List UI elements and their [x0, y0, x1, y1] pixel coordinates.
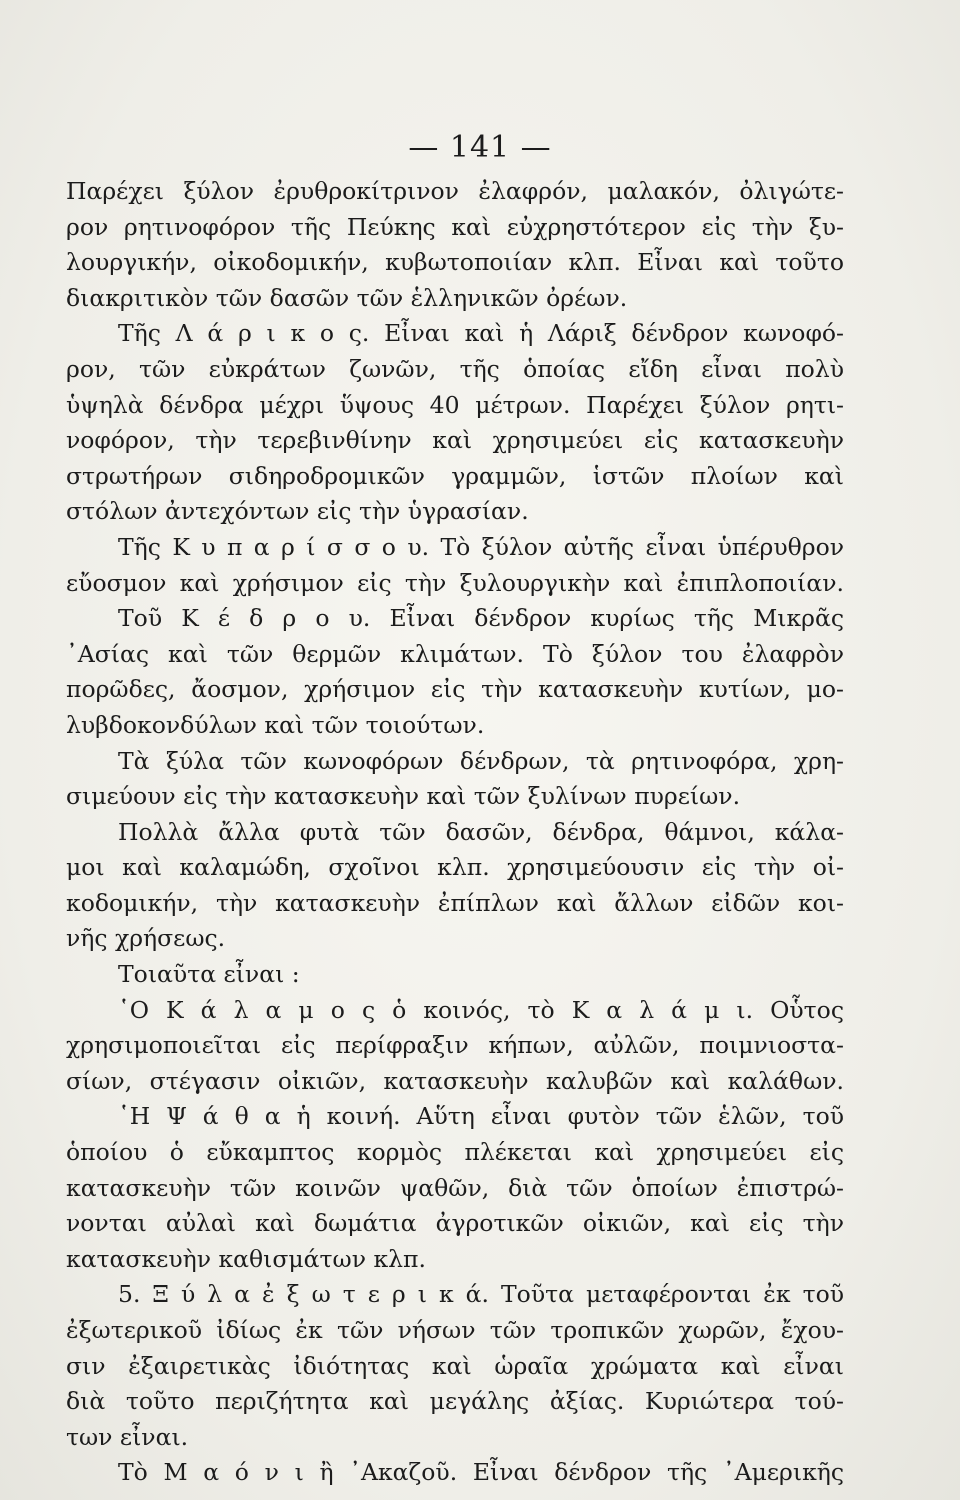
text-line: κατασκευὴν τῶν κοινῶν ψαθῶν, διὰ τῶν ὁποίων ἐπιστρώ- [66, 1173, 844, 1202]
text-line: ὑψηλὰ δένδρα μέχρι ὕψους 40 μέτρων. Παρέχει ξύλον ρητι- [66, 390, 844, 419]
text-line: ῾Η Ψ ά θ α ἡ κοινή. Αὕτη εἶναι φυτὸν τῶν ἑλῶν, τοῦ [118, 1102, 844, 1131]
text-line: ρον ρητινοφόρον τῆς Πεύκης καὶ εὐχρηστότερον εἰς τὴν ξυ- [66, 212, 844, 241]
text-line: λουργικήν, οἰκοδομικήν, κυβωτοποιίαν κλπ. Εἶναι καὶ τοῦτο [66, 248, 844, 277]
text-line: νῆς χρήσεως. [66, 924, 226, 953]
text-line: πορῶδες, ἄοσμον, χρήσιμον εἰς τὴν κατασκευὴν κυτίων, μο- [66, 675, 844, 704]
text-line: των εἶναι. [66, 1422, 189, 1451]
text-line: ᾿Ασίας καὶ τῶν θερμῶν κλιμάτων. Τὸ ξύλον του ἐλαφρὸν [66, 639, 844, 668]
body-text [66, 174, 844, 1491]
text-line: Τῆς Λ ά ρ ι κ ο ς. Εἶναι καὶ ἡ Λάριξ δένδρον κωνοφό- [118, 319, 844, 348]
text-line: Τὰ ξύλα τῶν κωνοφόρων δένδρων, τὰ ρητινοφόρα, χρη- [118, 746, 844, 775]
text-line: νονται αὐλαὶ καὶ δωμάτια ἀγροτικῶν οἰκιῶν, καὶ εἰς τὴν [66, 1209, 844, 1238]
text-line: ὁποίου ὁ εὔκαμπτος κορμὸς πλέκεται καὶ χρησιμεύει εἰς [66, 1138, 844, 1167]
text-line: σιμεύουν εἰς τὴν κατασκευὴν καὶ τῶν ξυλίνων πυρείων. [66, 782, 741, 811]
text-line: κοδομικήν, τὴν κατασκευὴν ἐπίπλων καὶ ἄλλων εἰδῶν κοι- [66, 888, 844, 917]
text-line: μοι καὶ καλαμώδη, σχοῖνοι κλπ. χρησιμεύουσιν εἰς τὴν οἰ- [66, 853, 844, 882]
page-number: — 141 — [408, 130, 552, 165]
text-line: διακριτικὸν τῶν δασῶν τῶν ἑλληνικῶν ὀρέων. [66, 283, 628, 312]
text-line: διὰ τοῦτο περιζήτητα καὶ μεγάλης ἀξίας. Κυριώτερα τού- [66, 1387, 844, 1416]
text-line: στρωτήρων σιδηροδρομικῶν γραμμῶν, ἱστῶν πλοίων καὶ [66, 461, 844, 490]
text-line: Παρέχει ξύλον ἐρυθροκίτρινον ἐλαφρόν, μαλακόν, ὀλιγώτε- [66, 177, 844, 205]
text-line: στόλων ἀντεχόντων εἰς τὴν ὑγρασίαν. [66, 497, 529, 526]
text-line: Πολλὰ ἄλλα φυτὰ τῶν δασῶν, δένδρα, θάμνοι, κάλα- [118, 817, 844, 846]
text-line: σιν ἐξαιρετικὰς ἰδιότητας καὶ ὡραῖα χρώματα καὶ εἶναι [66, 1351, 844, 1380]
text-line: Τὸ Μ α ό ν ι ἢ ᾿Ακαζοῦ. Εἶναι δένδρον τῆς ᾿Αμερικῆς [118, 1458, 844, 1487]
text-line: ῾Ο Κ ά λ α μ ο ς ὁ κοινός, τὸ Κ α λ ά μ ι. Οὗτος [118, 995, 844, 1024]
text-line: ρον, τῶν εὐκράτων ζωνῶν, τῆς ὁποίας εἴδη εἶναι πολὺ [66, 354, 844, 383]
text-line: 5. Ξ ύ λ α ἐ ξ ω τ ε ρ ι κ ά. Τοῦτα μεταφέρονται ἐκ τοῦ [118, 1280, 844, 1309]
text-line: Τῆς Κ υ π α ρ ί σ σ ο υ. Τὸ ξύλον αὐτῆς εἶναι ὑπέρυθρον [118, 532, 844, 561]
text-line: Τοῦ Κ έ δ ρ ο υ. Εἶναι δένδρον κυρίως τῆς Μικρᾶς [118, 604, 844, 633]
text-line: κατασκευὴν καθισμάτων κλπ. [66, 1244, 426, 1273]
text-line: νοφόρον, τὴν τερεβινθίνην καὶ χρησιμεύει εἰς κατασκευὴν [66, 426, 844, 455]
text-line: σίων, στέγασιν οἰκιῶν, κατασκευὴν καλυβῶν καὶ καλάθων. [66, 1066, 844, 1095]
text-line: Τοιαῦτα εἶναι : [118, 960, 300, 989]
text-line: ἐξωτερικοῦ ἰδίως ἐκ τῶν νήσων τῶν τροπικῶν χωρῶν, ἔχου- [66, 1316, 844, 1344]
text-line: χρησιμοποιεῖται εἰς περίφραξιν κήπων, αὐλῶν, ποιμνιοστα- [66, 1031, 844, 1060]
text-line: εὔοσμον καὶ χρήσιμον εἰς τὴν ξυλουργικὴν καὶ ἐπιπλοποιίαν. [66, 568, 844, 597]
text-line: λυβδοκονδύλων καὶ τῶν τοιούτων. [66, 710, 485, 739]
